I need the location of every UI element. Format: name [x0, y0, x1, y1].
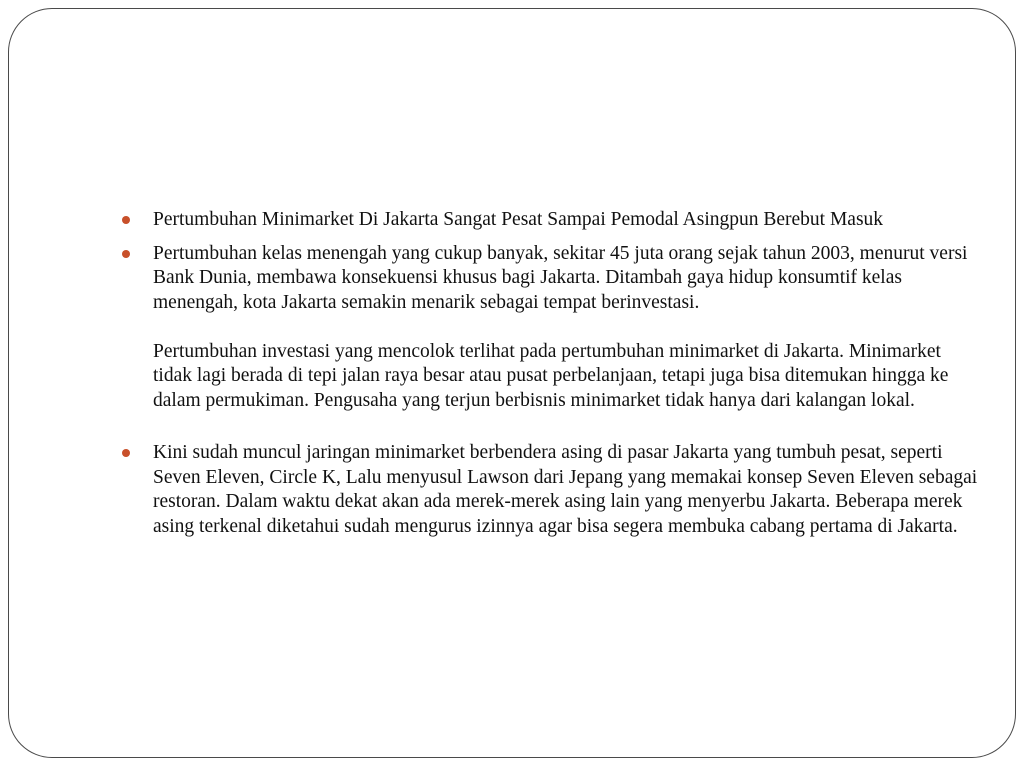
- bullet-item-3: [121, 441, 981, 539]
- slide-frame: [8, 8, 1016, 758]
- bullet-item-1: [121, 208, 981, 233]
- slide-body: [121, 208, 981, 539]
- bullet-text: Pertumbuhan kelas menengah yang cukup banyak, sekitar 45 juta orang sejak tahun 2003, menurut versi Bank Dunia, membawa konsekuensi khusus bagi Jakarta. Ditambah gaya hidup konsumtif kelas menengah, kota Jakarta semakin menarik sebagai tempat berinvestasi.: [153, 242, 968, 313]
- bullet-text: Kini sudah muncul jaringan minimarket berbendera asing di pasar Jakarta yang tumbuh pesat, seperti Seven Eleven, Circle K, Lalu menyusul Lawson dari Jepang yang memakai konsep Seven Eleven sebagai restoran. Dalam waktu dekat akan ada merek-merek asing lain yang menyerbu Jakarta. Beberapa merek asing terkenal diketahui sudah mengurus izinnya agar bisa segera membuka cabang pertama di Jakarta.: [153, 442, 978, 537]
- bullet-item-2: [121, 242, 981, 414]
- bullet-dot-icon: [122, 250, 130, 258]
- bullet-text: Pertumbuhan Minimarket Di Jakarta Sangat Pesat Sampai Pemodal Asingpun Berebut Masuk: [153, 209, 884, 230]
- bullet-text-continued: Pertumbuhan investasi yang mencolok terlihat pada pertumbuhan minimarket di Jakarta. Minimarket tidak lagi berada di tepi jalan raya besar atau pusat perbelanjaan, tetapi juga bisa ditemukan hingga ke dalam permukiman. Pengusaha yang terjun berbisnis minimarket tidak hanya dari kalangan lokal.: [153, 340, 949, 411]
- bullet-dot-icon: [122, 449, 130, 457]
- bullet-dot-icon: [122, 216, 130, 224]
